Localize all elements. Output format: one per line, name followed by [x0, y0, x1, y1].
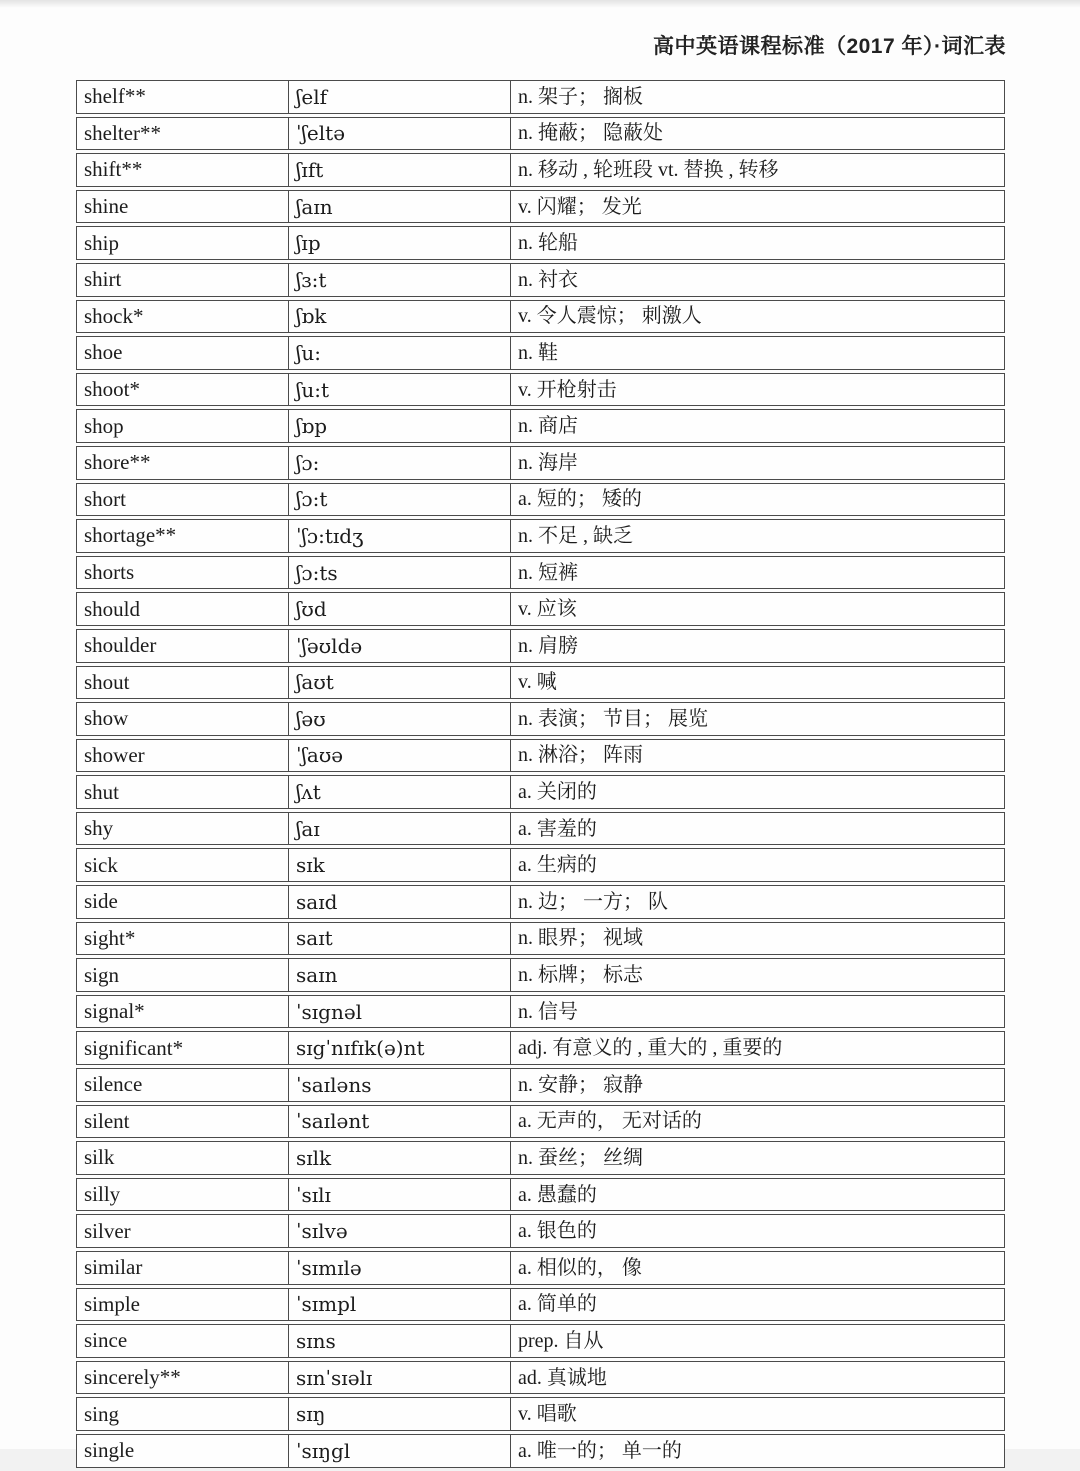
word-cell: shortage**	[76, 519, 289, 553]
table-row	[76, 336, 1005, 370]
word-cell: silver	[76, 1214, 289, 1248]
meaning-cell: a. 简单的	[511, 1288, 1005, 1322]
ipa-cell: ʃaʊt	[289, 666, 511, 700]
ipa-cell: saɪn	[289, 958, 511, 992]
ipa-cell: ˈsɪgnəl	[289, 995, 511, 1029]
table-row	[76, 1361, 1005, 1395]
meaning-cell: n. 海岸	[511, 446, 1005, 480]
meaning-cell: n. 安静； 寂静	[511, 1068, 1005, 1102]
word-cell: shy	[76, 812, 289, 846]
ipa-cell: sɪlk	[289, 1141, 511, 1175]
meaning-cell: a. 短的； 矮的	[511, 483, 1005, 517]
meaning-cell: a. 关闭的	[511, 775, 1005, 809]
meaning-cell: n. 轮船	[511, 226, 1005, 260]
meaning-cell: v. 喊	[511, 666, 1005, 700]
word-cell: sincerely**	[76, 1361, 289, 1395]
meaning-cell: a. 害羞的	[511, 812, 1005, 846]
ipa-cell: ˈsɪlvə	[289, 1214, 511, 1248]
word-cell: shelter**	[76, 117, 289, 151]
meaning-cell: ad. 真诚地	[511, 1361, 1005, 1395]
word-cell: shirt	[76, 263, 289, 297]
table-row	[76, 922, 1005, 956]
table-row	[76, 373, 1005, 407]
word-cell: ship	[76, 226, 289, 260]
ipa-cell: ʃɪft	[289, 153, 511, 187]
word-cell: since	[76, 1324, 289, 1358]
table-row	[76, 1288, 1005, 1322]
word-cell: sing	[76, 1397, 289, 1431]
table-row	[76, 1105, 1005, 1139]
meaning-cell: n. 表演； 节目； 展览	[511, 702, 1005, 736]
meaning-cell: adj. 有意义的 , 重大的 , 重要的	[511, 1031, 1005, 1065]
ipa-cell: ʃʌt	[289, 775, 511, 809]
ipa-cell: ˈsaɪləns	[289, 1068, 511, 1102]
ipa-cell: sɪns	[289, 1324, 511, 1358]
ipa-cell: ˈsɪmpl	[289, 1288, 511, 1322]
ipa-cell: ʃaɪ	[289, 812, 511, 846]
table-row	[76, 1397, 1005, 1431]
meaning-cell: v. 闪耀； 发光	[511, 190, 1005, 224]
ipa-cell: ˈsaɪlənt	[289, 1105, 511, 1139]
ipa-cell: ʃaɪn	[289, 190, 511, 224]
table-row	[76, 226, 1005, 260]
table-row	[76, 848, 1005, 882]
word-cell: shore**	[76, 446, 289, 480]
table-row	[76, 1141, 1005, 1175]
meaning-cell: prep. 自从	[511, 1324, 1005, 1358]
meaning-cell: n. 眼界； 视域	[511, 922, 1005, 956]
meaning-cell: n. 短裤	[511, 556, 1005, 590]
ipa-cell: ʃɔ:ts	[289, 556, 511, 590]
word-cell: should	[76, 592, 289, 626]
word-cell: shoe	[76, 336, 289, 370]
ipa-cell: ʃɔ:t	[289, 483, 511, 517]
table-row	[76, 263, 1005, 297]
table-row	[76, 519, 1005, 553]
meaning-cell: n. 信号	[511, 995, 1005, 1029]
word-cell: shoot*	[76, 373, 289, 407]
table-row	[76, 446, 1005, 480]
table-row	[76, 1324, 1005, 1358]
meaning-cell: n. 蚕丝； 丝绸	[511, 1141, 1005, 1175]
ipa-cell: sɪgˈnɪfɪk(ə)nt	[289, 1031, 511, 1065]
table-row	[76, 812, 1005, 846]
word-cell: silence	[76, 1068, 289, 1102]
ipa-cell: ʃu:	[289, 336, 511, 370]
word-cell: shower	[76, 739, 289, 773]
vocab-table-body	[76, 80, 1005, 1468]
table-row	[76, 1251, 1005, 1285]
ipa-cell: saɪt	[289, 922, 511, 956]
table-row	[76, 885, 1005, 919]
meaning-cell: a. 唯一的； 单一的	[511, 1434, 1005, 1468]
word-cell: shut	[76, 775, 289, 809]
meaning-cell: a. 愚蠢的	[511, 1178, 1005, 1212]
ipa-cell: ʃɒp	[289, 409, 511, 443]
meaning-cell: n. 衬衣	[511, 263, 1005, 297]
ipa-cell: ˈsɪlɪ	[289, 1178, 511, 1212]
word-cell: sick	[76, 848, 289, 882]
meaning-cell: n. 鞋	[511, 336, 1005, 370]
table-row	[76, 995, 1005, 1029]
word-cell: similar	[76, 1251, 289, 1285]
ipa-cell: saɪd	[289, 885, 511, 919]
page-header-title: 高中英语课程标准（2017 年）·词汇表	[652, 35, 1006, 58]
meaning-cell: a. 银色的	[511, 1214, 1005, 1248]
table-row	[76, 958, 1005, 992]
word-cell: silent	[76, 1105, 289, 1139]
ipa-cell: ˈsɪmɪlə	[289, 1251, 511, 1285]
word-cell: shorts	[76, 556, 289, 590]
meaning-cell: n. 移动 , 轮班段 vt. 替换 , 转移	[511, 153, 1005, 187]
table-row	[76, 153, 1005, 187]
meaning-cell: n. 不足 , 缺乏	[511, 519, 1005, 553]
ipa-cell: ʃɔ:	[289, 446, 511, 480]
table-row	[76, 592, 1005, 626]
word-cell: shelf**	[76, 80, 289, 114]
table-row	[76, 483, 1005, 517]
table-row	[76, 666, 1005, 700]
word-cell: side	[76, 885, 289, 919]
word-cell: sign	[76, 958, 289, 992]
ipa-cell: ˈʃɔ:tɪdʒ	[289, 519, 511, 553]
meaning-cell: v. 开枪射击	[511, 373, 1005, 407]
meaning-cell: v. 令人震惊； 刺激人	[511, 300, 1005, 334]
ipa-cell: sɪk	[289, 848, 511, 882]
word-cell: signal*	[76, 995, 289, 1029]
ipa-cell: ʃəʊ	[289, 702, 511, 736]
table-row	[76, 409, 1005, 443]
ipa-cell: ʃɜ:t	[289, 263, 511, 297]
meaning-cell: v. 应该	[511, 592, 1005, 626]
ipa-cell: ˈsɪŋgl	[289, 1434, 511, 1468]
table-row	[76, 190, 1005, 224]
ipa-cell: ˈʃəʊldə	[289, 629, 511, 663]
word-cell: shine	[76, 190, 289, 224]
table-row	[76, 300, 1005, 334]
word-cell: shop	[76, 409, 289, 443]
ipa-cell: ʃelf	[289, 80, 511, 114]
meaning-cell: a. 无声的， 无对话的	[511, 1105, 1005, 1139]
word-cell: single	[76, 1434, 289, 1468]
table-row	[76, 629, 1005, 663]
word-cell: shock*	[76, 300, 289, 334]
meaning-cell: n. 标牌； 标志	[511, 958, 1005, 992]
ipa-cell: ʃɪp	[289, 226, 511, 260]
meaning-cell: n. 淋浴； 阵雨	[511, 739, 1005, 773]
table-row	[76, 1178, 1005, 1212]
word-cell: short	[76, 483, 289, 517]
table-row	[76, 80, 1005, 114]
ipa-cell: ʃʊd	[289, 592, 511, 626]
ipa-cell: ʃu:t	[289, 373, 511, 407]
meaning-cell: v. 唱歌	[511, 1397, 1005, 1431]
table-row	[76, 775, 1005, 809]
ipa-cell: sɪnˈsɪəlɪ	[289, 1361, 511, 1395]
table-row	[76, 1068, 1005, 1102]
meaning-cell: a. 生病的	[511, 848, 1005, 882]
word-cell: show	[76, 702, 289, 736]
word-cell: shift**	[76, 153, 289, 187]
meaning-cell: n. 边； 一方； 队	[511, 885, 1005, 919]
meaning-cell: n. 掩蔽； 隐蔽处	[511, 117, 1005, 151]
ipa-cell: sɪŋ	[289, 1397, 511, 1431]
meaning-cell: a. 相似的， 像	[511, 1251, 1005, 1285]
word-cell: silly	[76, 1178, 289, 1212]
table-row	[76, 702, 1005, 736]
word-cell: simple	[76, 1288, 289, 1322]
table-row	[76, 1434, 1005, 1468]
table-row	[76, 739, 1005, 773]
ipa-cell: ʃɒk	[289, 300, 511, 334]
table-row	[76, 117, 1005, 151]
word-cell: shout	[76, 666, 289, 700]
table-row	[76, 1031, 1005, 1065]
meaning-cell: n. 商店	[511, 409, 1005, 443]
meaning-cell: n. 架子； 搁板	[511, 80, 1005, 114]
table-row	[76, 1214, 1005, 1248]
word-cell: sight*	[76, 922, 289, 956]
ipa-cell: ˈʃeltə	[289, 117, 511, 151]
vocab-table	[76, 77, 1005, 1471]
ipa-cell: ˈʃaʊə	[289, 739, 511, 773]
table-row	[76, 556, 1005, 590]
word-cell: silk	[76, 1141, 289, 1175]
meaning-cell: n. 肩膀	[511, 629, 1005, 663]
word-cell: significant*	[76, 1031, 289, 1065]
word-cell: shoulder	[76, 629, 289, 663]
